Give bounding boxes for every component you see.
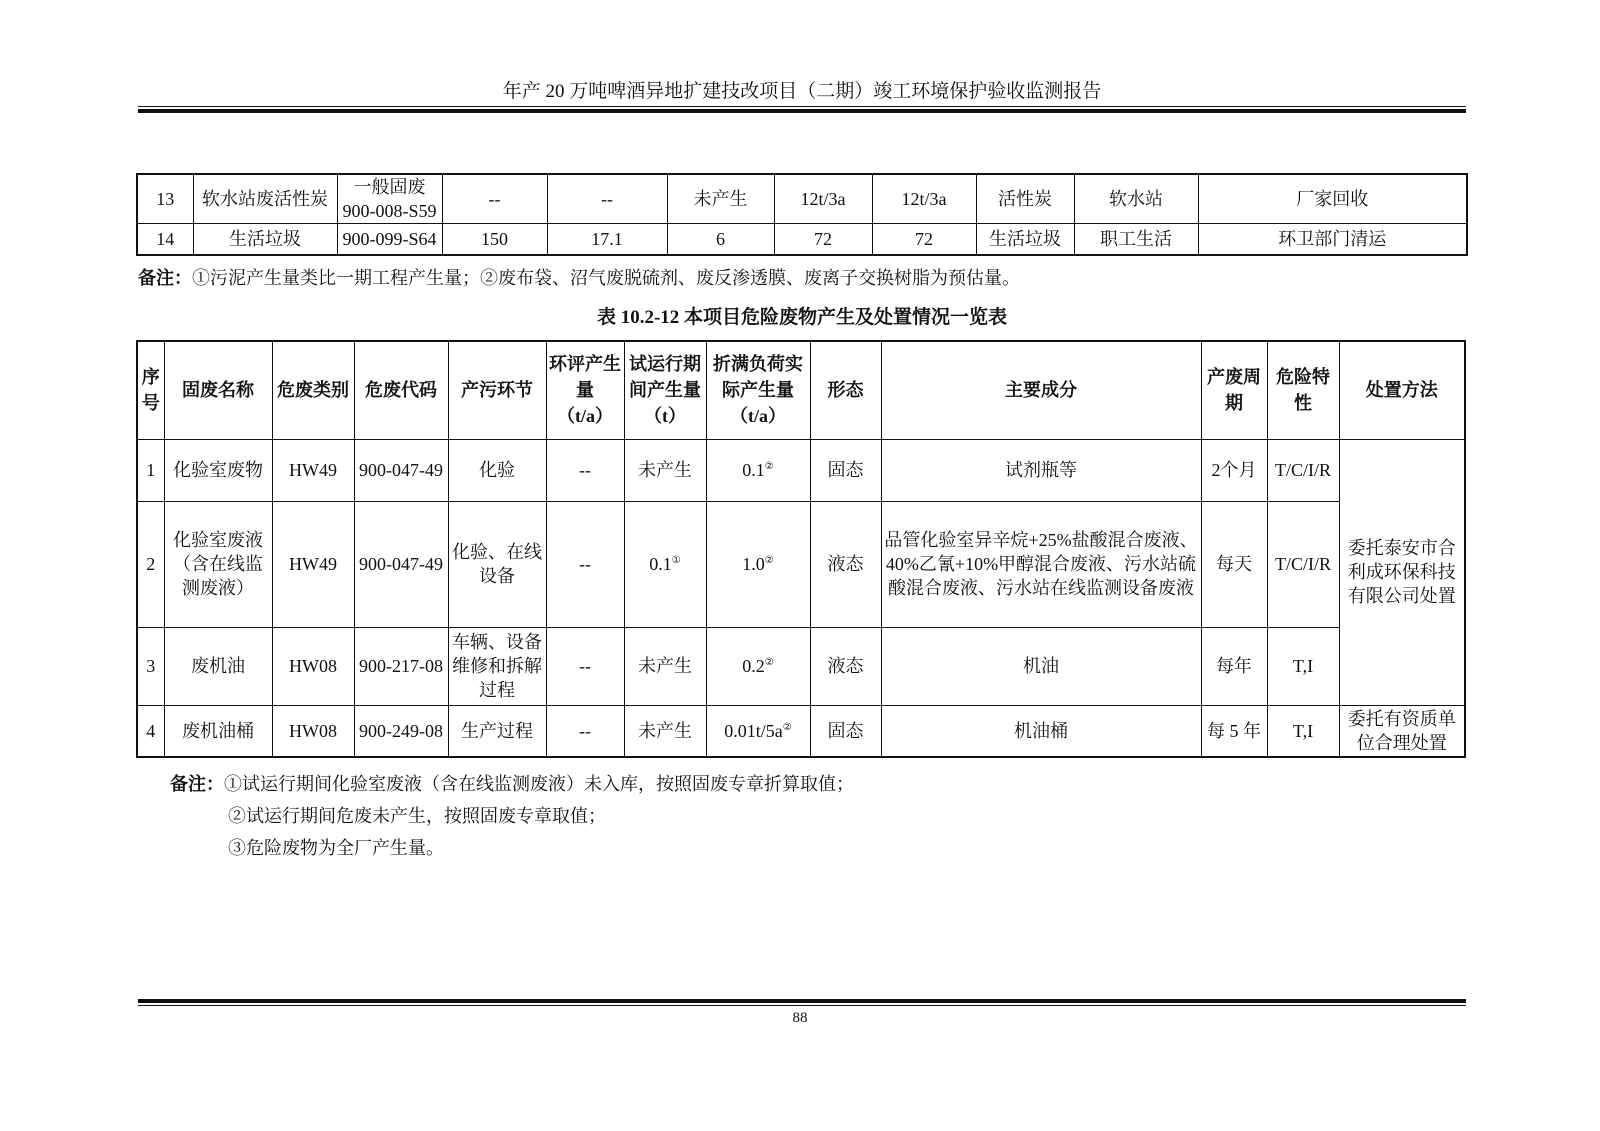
cell-no: 14 (137, 224, 193, 255)
cell-full-value: 0.2 (742, 656, 765, 676)
cell-no: 13 (137, 174, 193, 224)
cell-full (706, 501, 810, 627)
cell-trial (624, 627, 706, 705)
cell-full-note: ② (764, 461, 774, 472)
table-row (137, 705, 1465, 757)
header-eia-unit: （t/a） (557, 406, 613, 427)
cell-eia: -- (546, 705, 624, 757)
cell-col7: 12t/3a (774, 174, 872, 224)
header-eia (546, 341, 624, 439)
cell-full-value: 1.0 (742, 554, 765, 574)
table2-caption: 表 10.2-12 本项目危险废物产生及处置情况一览表 (596, 307, 1008, 328)
header-full (706, 341, 810, 439)
footer-rule-thin (138, 1005, 1466, 1006)
cell-no: 4 (137, 705, 164, 757)
cell-eia: -- (546, 627, 624, 705)
cell-category: HW49 (272, 439, 354, 501)
header-stage: 产污环节 (448, 341, 546, 439)
cell-cycle: 每天 (1201, 501, 1267, 627)
cell-stage: 车辆、设备维修和拆解过程 (448, 627, 546, 705)
cell-name: 废机油桶 (164, 705, 272, 757)
cell-trial-value: 0.1 (649, 554, 672, 574)
header-form: 形态 (810, 341, 881, 439)
cell-composition: 机油 (881, 627, 1201, 705)
note-line: ②试运行期间危废未产生，按照固废专章取值； (228, 806, 606, 826)
header-trial: 试运行期间产生量（t） (624, 341, 706, 439)
cell-actual: 未产生 (667, 174, 774, 224)
cell-code: 900-217-08 (354, 627, 448, 705)
cell-form: 固态 (810, 439, 881, 501)
cell-no: 3 (137, 627, 164, 705)
cell-trial (624, 439, 706, 501)
cell-col8: 12t/3a (872, 174, 976, 224)
cell-disposal: 厂家回收 (1198, 174, 1467, 224)
table1-note (138, 265, 1020, 291)
header-hazard: 危险特性 (1267, 341, 1339, 439)
note-label: 备注： (138, 268, 192, 288)
cell-trial-note: ① (671, 555, 681, 566)
cell-trial: 17.1 (547, 224, 667, 255)
cell-code: 一般固废 900-008-S59 (337, 174, 442, 224)
header-row (137, 341, 1465, 439)
cell-eia: -- (442, 174, 547, 224)
note-label: 备注： (170, 774, 224, 794)
cell-composition: 品管化验室异辛烷+25%盐酸混合废液、40%乙氰+10%甲醇混合废液、污水站硫酸混合废液、污水站在线监测设备废液 (881, 501, 1201, 627)
cell-name: 化验室废液（含在线监测废液） (164, 501, 272, 627)
cell-full-value: 0.01t/5a (724, 720, 783, 741)
general-waste-table (136, 173, 1468, 256)
cell-no: 2 (137, 501, 164, 627)
cell-name: 化验室废物 (164, 439, 272, 501)
cell-full (706, 705, 810, 757)
cell-composition: 试剂瓶等 (881, 439, 1201, 501)
cell-hazard: T,I (1267, 627, 1339, 705)
table-row (137, 174, 1467, 224)
header-eia-label: 环评产生量 (549, 354, 621, 401)
note-line (170, 768, 854, 800)
cell-full (706, 627, 810, 705)
cell-trial-value: 未产生 (638, 460, 692, 480)
cell-full-note: ② (764, 657, 774, 668)
cell-form: 固态 (810, 705, 881, 757)
header-rule-thin (138, 106, 1466, 107)
cell-form: 生活垃圾 (976, 224, 1074, 255)
note-text: ①污泥产生量类比一期工程产生量；②废布袋、沼气废脱硫剂、废反渗透膜、废离子交换树脂为预估量。 (192, 268, 1020, 288)
page-header-title: 年产 20 万吨啤酒异地扩建技改项目（二期）竣工环境保护验收监测报告 (502, 81, 1102, 102)
cell-full-note: ② (764, 555, 774, 566)
cell-trial (624, 501, 706, 627)
table-row (137, 627, 1465, 705)
hazardous-waste-table (136, 340, 1466, 758)
cell-cycle: 每年 (1201, 627, 1267, 705)
cell-code: 900-249-08 (354, 705, 448, 757)
cell-source: 软水站 (1074, 174, 1198, 224)
cell-disposal-b: 委托有资质单位合理处置 (1339, 705, 1465, 757)
footer-rule-thick (138, 999, 1466, 1003)
cell-hazard: T,I (1267, 705, 1339, 757)
cell-stage: 生产过程 (448, 705, 546, 757)
cell-hazard: T/C/I/R (1267, 501, 1339, 627)
cell-cycle: 2个月 (1201, 439, 1267, 501)
cell-no: 1 (137, 439, 164, 501)
header-composition: 主要成分 (881, 341, 1201, 439)
cell-form: 活性炭 (976, 174, 1074, 224)
cell-full-note: ② (782, 721, 792, 733)
cell-form: 液态 (810, 627, 881, 705)
cell-cycle: 每 5 年 (1201, 705, 1267, 757)
header-no: 序号 (137, 341, 164, 439)
header-disposal: 处置方法 (1339, 341, 1465, 439)
cell-code: 900-047-49 (354, 501, 448, 627)
cell-hazard: T/C/I/R (1267, 439, 1339, 501)
cell-col7: 72 (774, 224, 872, 255)
cell-form: 液态 (810, 501, 881, 627)
cell-eia: -- (546, 439, 624, 501)
cell-code: 900-099-S64 (337, 224, 442, 255)
cell-actual: 6 (667, 224, 774, 255)
cell-trial-value: 未产生 (638, 720, 692, 741)
header-name: 固废名称 (164, 341, 272, 439)
cell-trial-value: 未产生 (638, 656, 692, 676)
cell-category: HW08 (272, 705, 354, 757)
cell-eia: 150 (442, 224, 547, 255)
cell-col8: 72 (872, 224, 976, 255)
cell-code: 900-047-49 (354, 439, 448, 501)
cell-name: 废机油 (164, 627, 272, 705)
header-full-label: 折满负荷实际产生量 (713, 354, 803, 401)
header-code: 危废代码 (354, 341, 448, 439)
page-number: 88 (792, 1010, 808, 1026)
cell-disposal-a: 委托泰安市合利成环保科技有限公司处置 (1339, 439, 1465, 705)
note-line: ③危险废物为全厂产生量。 (228, 838, 444, 858)
header-cycle: 产废周期 (1201, 341, 1267, 439)
cell-stage: 化验、在线设备 (448, 501, 546, 627)
header-category: 危废类别 (272, 341, 354, 439)
cell-trial (624, 705, 706, 757)
cell-source: 职工生活 (1074, 224, 1198, 255)
cell-stage: 化验 (448, 439, 546, 501)
cell-trial: -- (547, 174, 667, 224)
note-text: ①试运行期间化验室废液（含在线监测废液）未入库，按照固废专章折算取值； (224, 774, 854, 794)
table-row (137, 439, 1465, 501)
cell-full-value: 0.1 (742, 460, 765, 480)
header-full-unit: （t/a） (730, 406, 786, 427)
cell-name: 软水站废活性炭 (193, 174, 337, 224)
cell-category: HW08 (272, 627, 354, 705)
cell-disposal: 环卫部门清运 (1198, 224, 1467, 255)
cell-name: 生活垃圾 (193, 224, 337, 255)
table-row (137, 224, 1467, 255)
table2-notes (170, 768, 854, 864)
cell-composition: 机油桶 (881, 705, 1201, 757)
table-row (137, 501, 1465, 627)
cell-eia: -- (546, 501, 624, 627)
cell-full (706, 439, 810, 501)
cell-category: HW49 (272, 501, 354, 627)
header-rule-thick (138, 109, 1466, 113)
